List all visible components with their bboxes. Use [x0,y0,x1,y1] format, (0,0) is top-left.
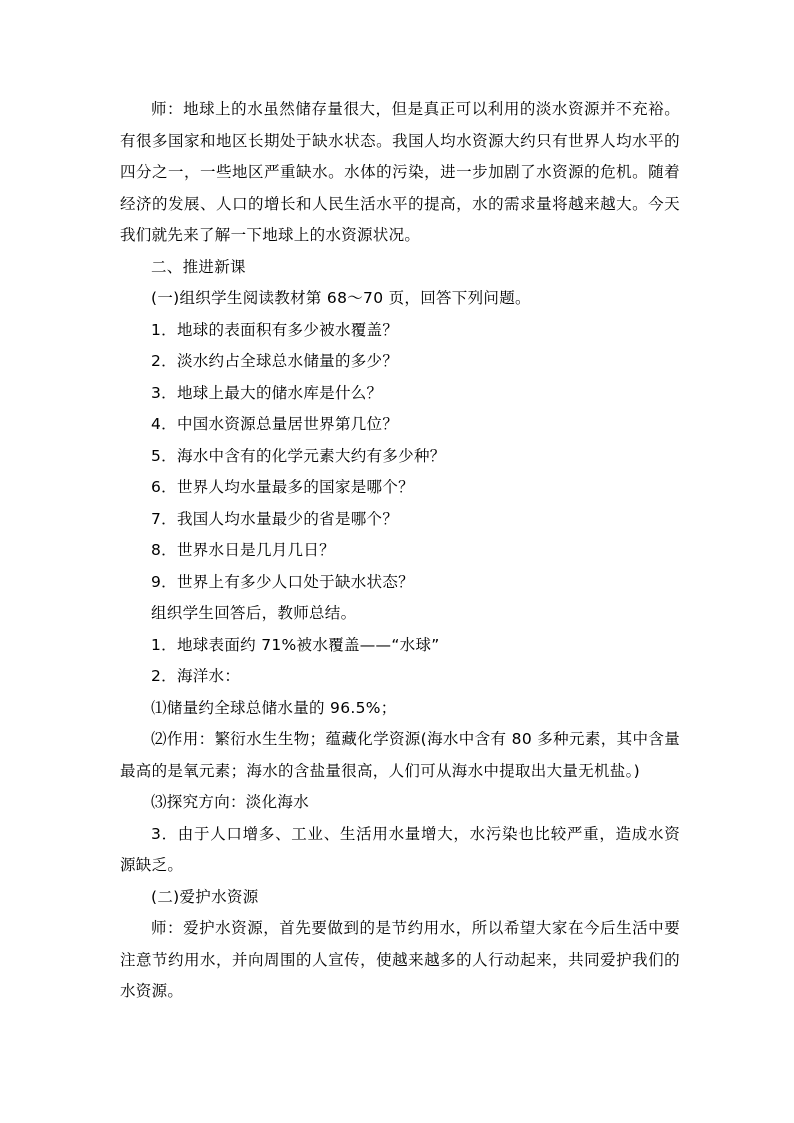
summary-intro: 组织学生回答后，教师总结。 [151,604,357,622]
question-item: 6．世界人均水量最多的国家是哪个？ [151,478,414,496]
question-item: 7．我国人均水量最少的省是哪个？ [151,509,399,528]
subsection-heading-two: (二)爱护水资源 [151,887,259,906]
summary-point-2b: ⑵作用：繁衍水生生物；蕴藏化学资源(海水中含有 80 多种元素，其中含量最高的是氧元素；海水的含盐量很高，人们可从海水中提取出大量无机盐。) [120,730,680,780]
question-item: 8．世界水日是几月几日？ [151,541,335,559]
question-item: 9．世界上有多少人口处于缺水状态？ [151,572,414,591]
document-body [120,94,680,1008]
intro-paragraph: 师：地球上的水虽然储存量很大，但是真正可以利用的淡水资源并不充裕。有很多国家和地区长期处于缺水状态。我国人均水资源大约只有世界人均水平的四分之一，一些地区严重缺水。水体的污染，进一步加剧了水资源的危机。随着经济的发展、人口的增长和人民生活水平的提高，水的需求量将越来越大。今天我们就先来了解一下地球上的水资源状况。 [120,100,680,244]
question-item: 3．地球上最大的储水库是什么？ [151,383,383,402]
question-item: 2．淡水约占全球总水储量的多少？ [151,352,399,370]
summary-point-3: 3．由于人口增多、工业、生活用水量增大，水污染也比较严重，造成水资源缺乏。 [120,824,680,874]
question-item: 1．地球的表面积有多少被水覆盖？ [151,320,399,339]
question-item: 5．海水中含有的化学元素大约有多少种？ [151,446,446,465]
subsection-heading-one: (一)组织学生阅读教材第 68～70 页，回答下列问题。 [151,289,531,307]
section-heading: 二、推进新课 [151,257,246,276]
question-item: 4．中国水资源总量居世界第几位？ [151,415,399,433]
closing-paragraph: 师：爱护水资源，首先要做到的是节约用水，所以希望大家在今后生活中要注意节约用水，并向周围的人宣传，使越来越多的人行动起来，共同爱护我们的水资源。 [120,919,680,1000]
summary-point-2a: ⑴储量约全球总储水量的 96.5%； [151,698,397,717]
summary-point-2c: ⑶探究方向：淡化海水 [151,793,310,811]
summary-point-2: 2．海洋水： [151,667,241,685]
summary-point-1: 1．地球表面约 71%被水覆盖——“水球” [151,635,440,654]
